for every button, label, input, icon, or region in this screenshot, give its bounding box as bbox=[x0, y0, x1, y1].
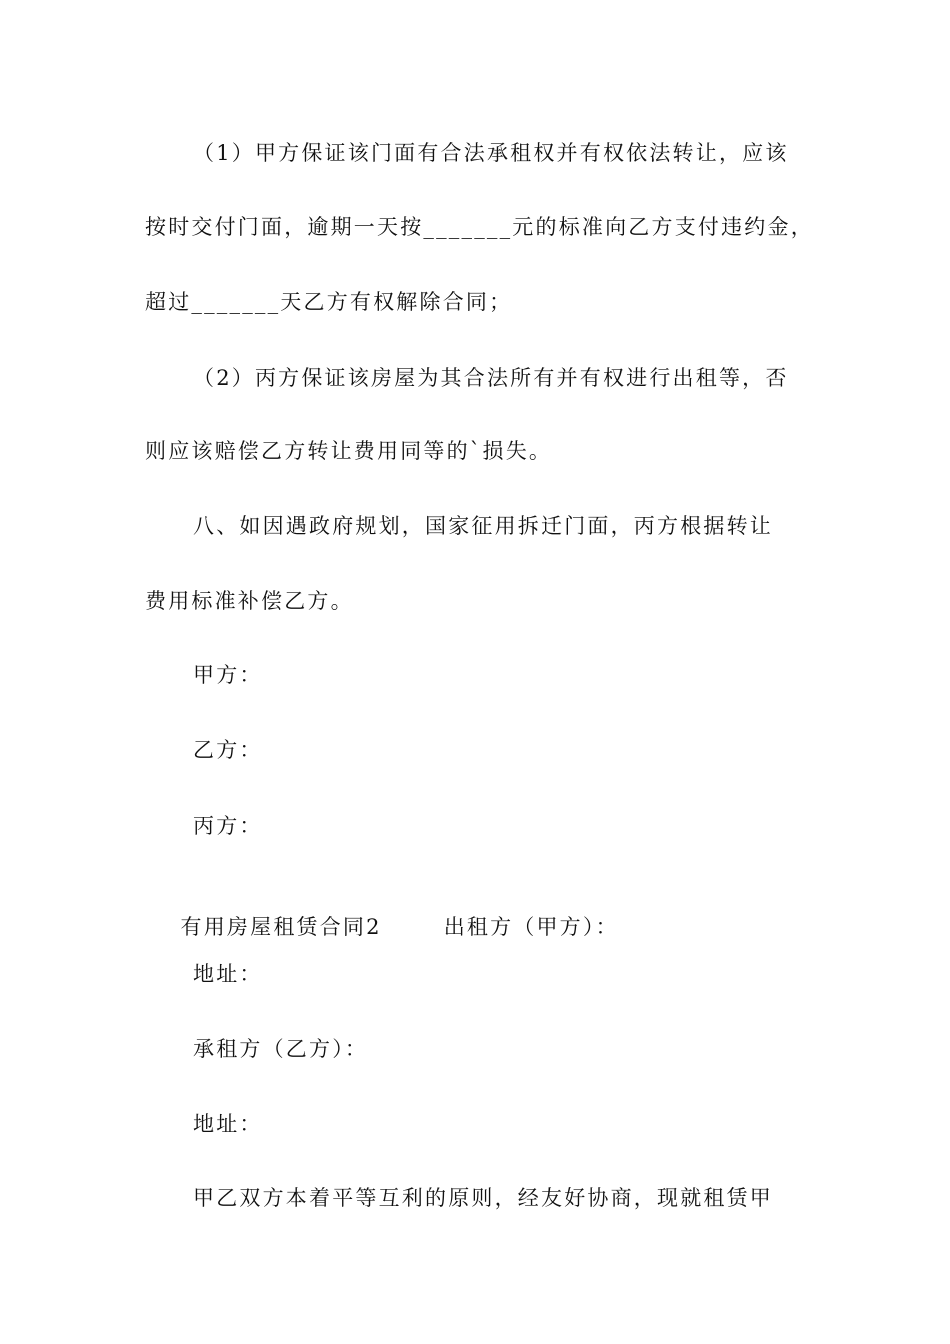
paragraph-clause-2: （2）丙方保证该房屋为其合法所有并有权进行出租等，否 bbox=[193, 366, 789, 390]
contract-heading-line bbox=[145, 885, 619, 969]
lessor-address: 地址： bbox=[193, 962, 263, 986]
paragraph-preamble: 甲乙双方本着平等互利的原则，经友好协商，现就租赁甲 bbox=[193, 1186, 773, 1210]
paragraph-clause-1-cont: 按时交付门面，逾期一天按_______元的标准向乙方支付违约金， bbox=[145, 215, 814, 239]
paragraph-section-8: 八、如因遇政府规划，国家征用拆迁门面，丙方根据转让 bbox=[193, 514, 773, 538]
paragraph-clause-1-end: 超过_______天乙方有权解除合同； bbox=[145, 290, 513, 314]
signature-party-b: 乙方： bbox=[193, 738, 263, 762]
contract-title: 有用房屋租赁合同2 bbox=[180, 915, 382, 939]
paragraph-section-8-end: 费用标准补偿乙方。 bbox=[145, 589, 354, 613]
signature-party-a: 甲方： bbox=[193, 663, 263, 687]
lessor-label: 出租方（甲方）： bbox=[443, 915, 619, 939]
lessee-label: 承租方（乙方）： bbox=[193, 1037, 369, 1061]
paragraph-clause-1: （1）甲方保证该门面有合法承租权并有权依法转让，应该 bbox=[193, 141, 789, 165]
signature-party-c: 丙方： bbox=[193, 814, 263, 838]
paragraph-clause-2-end: 则应该赔偿乙方转让费用同等的`损失。 bbox=[145, 439, 553, 463]
lessee-address: 地址： bbox=[193, 1112, 263, 1136]
